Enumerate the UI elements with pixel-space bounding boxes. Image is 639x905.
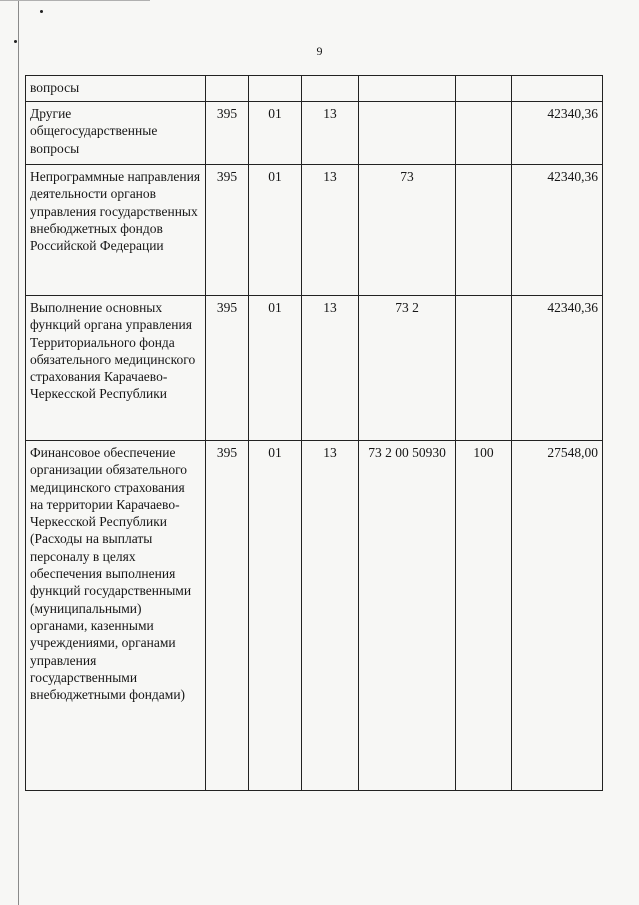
cell-code: 395 [206, 165, 249, 296]
cell-amount [512, 76, 603, 102]
cell-code: 395 [206, 296, 249, 441]
cell-name: Выполнение основных функций органа управления Территориального фонда обязательного медицинского страхования Карачаево-Черкесской Республики [26, 296, 206, 441]
cell-section: 01 [249, 441, 302, 791]
cell-expense-type: 100 [456, 441, 512, 791]
cell-target: 73 2 [359, 296, 456, 441]
cell-name: Другие общегосударственные вопросы [26, 102, 206, 165]
cell-expense-type [456, 296, 512, 441]
cell-subsection [302, 76, 359, 102]
table-row [26, 76, 603, 102]
scan-speck [40, 10, 43, 13]
table-row [26, 296, 603, 441]
cell-code [206, 76, 249, 102]
scan-edge-top [0, 0, 150, 1]
cell-name: Непрограммные направления деятельности органов управления государственных внебюджетных фондов Российской Федерации [26, 165, 206, 296]
cell-section: 01 [249, 296, 302, 441]
cell-name: Финансовое обеспечение организации обязательного медицинского страхования на территории Карачаево-Черкесской Республики (Расходы на выплаты персоналу в целях обеспечения выполнения функций государственными (муниципальными) органами, казенными учреждениями, органами управления государственными внебюджетными фондами) [26, 441, 206, 791]
cell-subsection: 13 [302, 102, 359, 165]
page-number: 9 [316, 44, 323, 58]
table-row [26, 165, 603, 296]
table-row [26, 441, 603, 791]
cell-amount: 42340,36 [512, 102, 603, 165]
cell-name: вопросы [26, 76, 206, 102]
cell-code: 395 [206, 102, 249, 165]
cell-target: 73 2 00 50930 [359, 441, 456, 791]
cell-expense-type [456, 76, 512, 102]
cell-subsection: 13 [302, 165, 359, 296]
cell-amount: 42340,36 [512, 165, 603, 296]
cell-amount: 42340,36 [512, 296, 603, 441]
cell-section: 01 [249, 165, 302, 296]
cell-section [249, 76, 302, 102]
budget-table [25, 75, 603, 791]
cell-subsection: 13 [302, 296, 359, 441]
scan-edge-left [18, 0, 19, 905]
cell-subsection: 13 [302, 441, 359, 791]
cell-target [359, 102, 456, 165]
table-row [26, 102, 603, 165]
scan-speck [14, 40, 17, 43]
cell-expense-type [456, 102, 512, 165]
cell-section: 01 [249, 102, 302, 165]
cell-target: 73 [359, 165, 456, 296]
cell-target [359, 76, 456, 102]
cell-code: 395 [206, 441, 249, 791]
cell-amount: 27548,00 [512, 441, 603, 791]
cell-expense-type [456, 165, 512, 296]
